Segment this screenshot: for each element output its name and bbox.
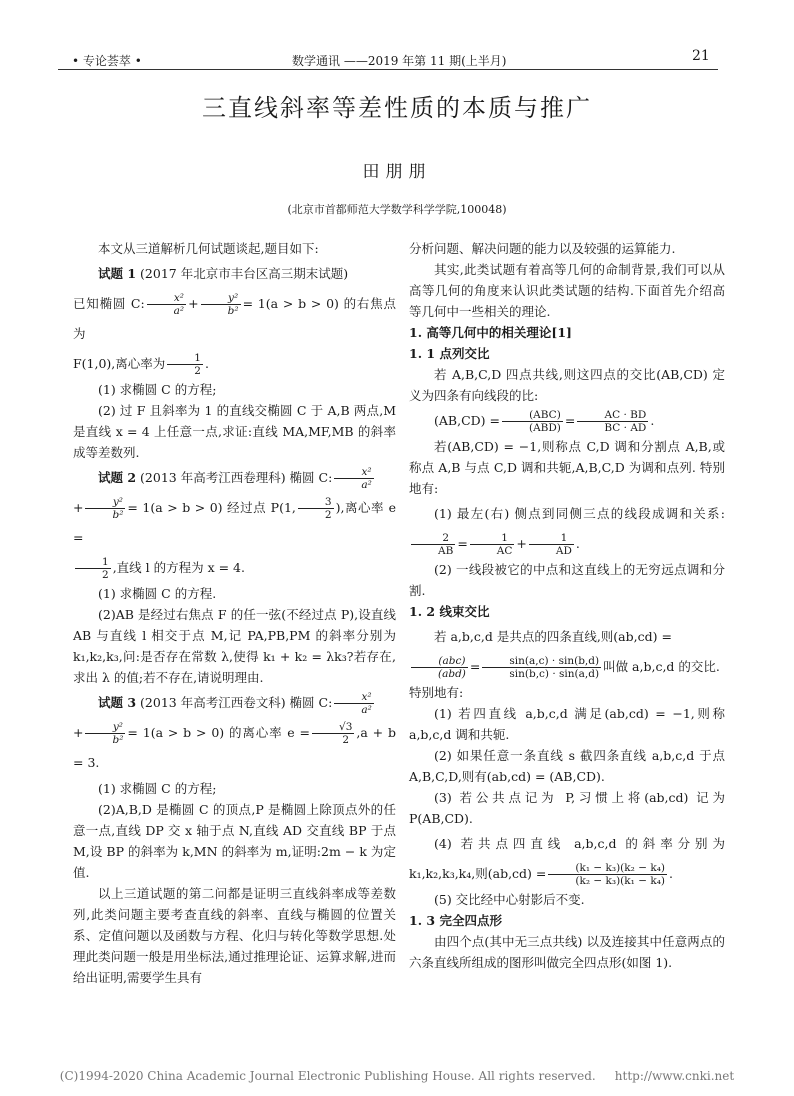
left-column [73,238,396,988]
cross-ratio-equation: (AB,CD) = $\frac{\text{(ABC)}}{\text{(ABD)}}$ = $\frac{AC \cdot BD}{BC \cdot AD}$ . [434,409,655,434]
copyright-footer [0,1069,794,1083]
fraction: $\frac{\text{(ABC)}}{\text{(ABD)}}$ [502,409,563,434]
copyright-text: (C)1994-2020 China Academic Journal Electronic Publishing House. All rights reserved. [59,1069,596,1083]
problem-3-label: 试题 3 [98,695,137,710]
running-header [0,44,794,68]
header-rule [58,69,718,70]
fraction: $\frac{√3}{2}$ [312,721,354,746]
cross-ratio-definition: 若 A,B,C,D 四点共线,则这四点的交比(AB,CD) 定义为四条有向线段的比: [409,367,725,403]
fraction: $\frac{1}{2}$ [75,556,111,581]
problem-3-part-2: (2)A,B,D 是椭圆 C 的顶点,P 是椭圆上除顶点外的任意一点,直线 DP 交 x 轴于点 N,直线 AD 交直线 BP 于点 M,设 BP 的斜率为 k,MN 的斜率为 m,证明:2m − k 为定值. [73,802,396,880]
fraction: $\frac{AC \cdot BD}{BC \cdot AD}$ [577,409,648,434]
fraction: $\frac{1}{AD}$ [529,532,574,557]
problem-1-label: 试题 1 [98,266,137,281]
complete-quadrangle-definition: 由四个点(其中无三点共线) 以及连接其中任意两点的六条直线所组成的图形叫做完全四点形(如图 1). [409,934,725,970]
subsection-heading-1-2: 1. 2 线束交比 [409,604,490,619]
problem-1-part-2: (2) 过 F 且斜率为 1 的直线交椭圆 C 于 A,B 两点,M 是直线 x = 4 上任意一点,求证:直线 MA,MF,MB 的斜率成等差数列. [73,403,396,460]
pencil-property-2: (2) 如果任意一条直线 s 截四条直线 a,b,c,d 于点 A,B,C,D,则有(ab,cd) = (AB,CD). [409,748,725,784]
pencil-cross-ratio: 若 a,b,c,d 是共点的四条直线,则(ab,cd) = $\frac{\text{(abc)}}{\text{(abd)}}$ = $\frac{\sin(a,c) \cdot \sin(b,d)}{\sin(b,c) \cdot \sin(a,d)}$ 叫做 a,b,c,d 的交比. [409,622,725,682]
fraction: $\frac{3}{2}$ [298,496,334,521]
problem-2-part-1: (1) 求椭圆 C 的方程. [98,586,217,601]
harmonic-relation: (1) 最左(右) 侧点到同侧三点的线段成调和关系: $\frac{2}{AB}$ = $\frac{1}{AC}$ + $\frac{1}{AD}$ . [409,499,725,559]
fraction: $\frac{\text{y²}}{\text{b²}}$ [85,496,125,521]
page-number: 21 [692,48,710,64]
fraction: $\frac{\text{x²}}{\text{a²}}$ [147,292,186,317]
subsection-heading-1-1: 1. 1 点列交比 [409,346,490,361]
summary-paragraph: 以上三道试题的第二问都是证明三直线斜率成等差数列,此类问题主要考查直线的斜率、直线与椭圆的位置关系、定值问题以及函数与方程、化归与转化等数学思想.处理此类问题一般是用坐标法,通过推理论证、运算求解,进而给出证明,需要学生具有 [73,886,396,985]
section-label: • 专论荟萃 • [72,54,142,68]
right-column [409,238,725,973]
problem-1-part-1: (1) 求椭圆 C 的方程; [98,382,217,397]
fraction: $\frac{1}{AC}$ [470,532,515,557]
fraction: $\frac{\text{x²}}{\text{a²}}$ [334,691,373,716]
problem-2-label: 试题 2 [98,470,137,485]
special-cases-label: 特别地有: [409,685,464,700]
fraction: $\frac{\text{y²}}{\text{b²}}$ [85,721,125,746]
intro-paragraph: 本文从三道解析几何试题谈起,题目如下: [98,241,319,256]
background-paragraph: 其实,此类试题有着高等几何的命制背景,我们可以从高等几何的角度来认识此类试题的结构.下面首先介绍高等几何中一些相关的理论. [409,262,725,319]
problem-3-statement: 试题 3 (2013 年高考江西卷文科) 椭圆 C: $\frac{\text{x²}}{\text{a²}}$ + $\frac{\text{y²}}{\text{b²}}$ = 1(a > b > 0) 的离心率 e = $\frac{√3}{2}$ ,a + b = 3. [73,691,396,770]
continued-paragraph: 分析问题、解决问题的能力以及较强的运算能力. [409,241,676,256]
article-author: 田朋朋 [362,162,432,182]
journal-issue: 数学通讯 ——2019 年第 11 期(上半月) [292,54,507,68]
fraction: $\frac{\sin(a,c) \cdot \sin(b,d)}{\sin(b,c) \cdot \sin(a,d)}$ [482,655,601,680]
midpoint-property: (2) 一线段被它的中点和这直线上的无穷远点调和分割. [409,562,725,598]
problem-3-part-1: (1) 求椭圆 C 的方程; [98,781,217,796]
fraction: $\frac{\text{y²}}{\text{b²}}$ [201,292,241,317]
pencil-property-1: (1) 若四直线 a,b,c,d 满足(ab,cd) = −1,则称 a,b,c,d 调和共轭. [409,706,725,742]
fraction: $\frac{\text{(abc)}}{\text{(abd)}}$ [411,655,468,680]
cnki-link[interactable]: http://www.cnki.net [614,1069,735,1083]
pencil-property-4: (4) 若共点四直线 a,b,c,d 的斜率分别为 k₁,k₂,k₃,k₄,则(ab,cd) = $\frac{\text{(k₁ − k₃)(k₂ − k₄)}}{\text{(k₂ − k₃)(k₁ − k₄)}}$ . [409,836,725,887]
problem-1-statement: 试题 1 (2017 年北京市丰台区高三期末试题) 已知椭圆 C: $\frac{\text{x²}}{\text{a²}}$ + $\frac{\text{y²}}{\text{b²}}$ = 1(a > b > 0) 的右焦点为 F(1,0),离心率为 $\frac{1}{2}$ . [73,266,397,377]
fraction: $\frac{\text{(k₁ − k₃)(k₂ − k₄)}}{\text{(k₂ − k₃)(k₁ − k₄)}}$ [548,862,667,887]
problem-2-statement: 试题 2 (2013 年高考江西卷理科) 椭圆 C: $\frac{\text{x²}}{\text{a²}}$ + $\frac{\text{y²}}{\text{b²}}$ = 1(a > b > 0) 经过点 P(1, $\frac{3}{2}$ ),离心率 e = $\frac{1}{2}$ ,直线 l 的方程为 x = 4. [73,466,396,581]
pencil-property-3: (3) 若公共点记为 P,习惯上将(ab,cd) 记为 P(AB,CD). [409,790,725,826]
fraction: $\frac{\text{x²}}{\text{a²}}$ [334,466,373,491]
fraction: $\frac{1}{2}$ [167,352,203,377]
section-heading-1: 1. 高等几何中的相关理论[1] [409,325,572,340]
pencil-property-5: (5) 交比经中心射影后不变. [434,892,585,907]
harmonic-definition: 若(AB,CD) = −1,则称点 C,D 调和分割点 A,B,或称点 A,B 与点 C,D 调和共轭,A,B,C,D 为调和点列. 特别地有: [409,439,725,496]
fraction: $\frac{2}{AB}$ [411,532,455,557]
author-affiliation: (北京市首都师范大学数学科学学院,100048) [287,203,507,216]
article-title: 三直线斜率等差性质的本质与推广 [202,94,592,122]
problem-2-part-2: (2)AB 是经过右焦点 F 的任一弦(不经过点 P),设直线 AB 与直线 l 相交于点 M,记 PA,PB,PM 的斜率分别为 k₁,k₂,k₃,问:是否存在常数 λ,使得 k₁ + k₂ = λk₃?若存在,求出 λ 的值;若不存在,请说明理由. [73,607,396,685]
subsection-heading-1-3: 1. 3 完全四点形 [409,913,502,928]
